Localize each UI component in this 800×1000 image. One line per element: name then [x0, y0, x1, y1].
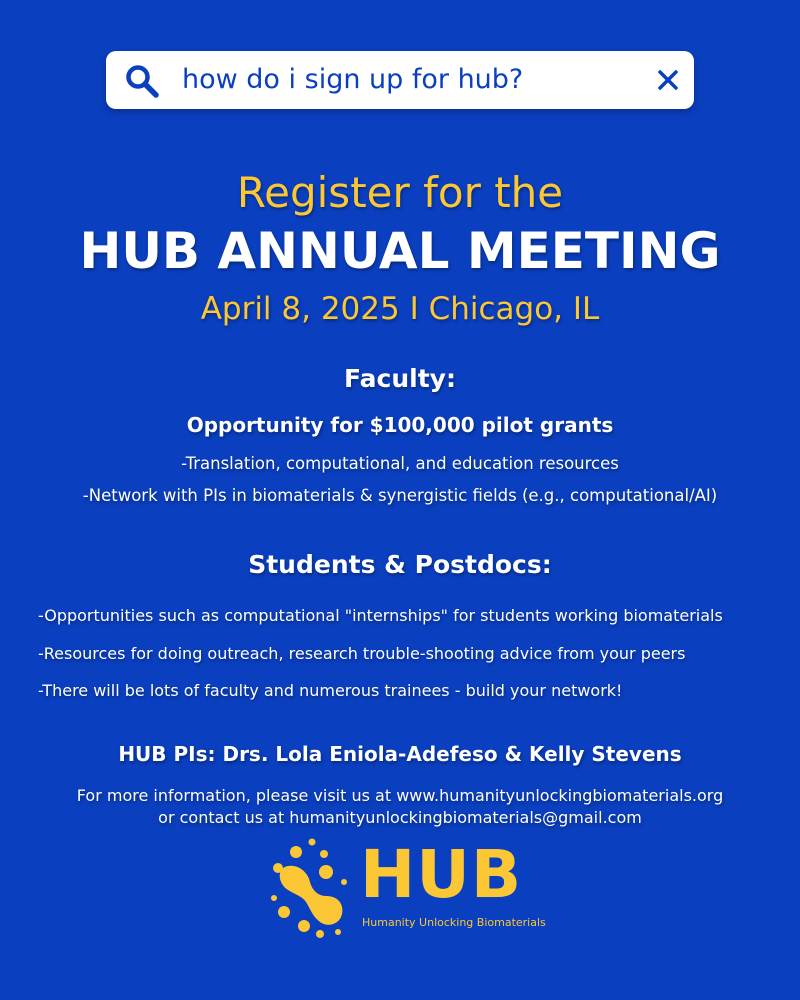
- hub-logo: [266, 838, 546, 938]
- search-icon[interactable]: [124, 63, 160, 99]
- search-input[interactable]: how do i sign up for hub?: [182, 64, 524, 95]
- students-item: -Resources for doing outreach, research trouble-shooting advice from your peers: [38, 644, 686, 663]
- faculty-item: -Network with PIs in biomaterials & synergistic fields (e.g., computational/AI): [82, 486, 718, 505]
- logo-wordmark: HUB: [360, 836, 523, 913]
- close-icon[interactable]: [656, 68, 680, 92]
- molecule-logo-icon: [266, 838, 356, 938]
- students-item: -There will be lots of faculty and numerous trainees - build your network!: [38, 681, 623, 700]
- title-date-location: April 8, 2025 I Chicago, IL: [200, 291, 600, 327]
- search-bar[interactable]: [106, 51, 694, 109]
- faculty-item: -Translation, computational, and education resources: [181, 454, 619, 473]
- students-heading: Students & Postdocs:: [248, 550, 552, 579]
- contact-website-line: For more information, please visit us at www.humanityunlockingbiomaterials.org: [76, 786, 724, 805]
- faculty-heading: Faculty:: [344, 364, 456, 393]
- title-register: Register for the: [236, 168, 564, 217]
- students-item: -Opportunities such as computational "internships" for students working biomaterials: [38, 606, 723, 625]
- logo-tagline: Humanity Unlocking Biomaterials: [362, 916, 546, 929]
- contact-email-line: or contact us at humanityunlockingbiomaterials@gmail.com: [158, 808, 642, 827]
- faculty-subheading: Opportunity for $100,000 pilot grants: [186, 413, 614, 437]
- title-meeting: HUB ANNUAL MEETING: [79, 222, 721, 280]
- pis-line: HUB PIs: Drs. Lola Eniola-Adefeso & Kelly Stevens: [118, 742, 682, 766]
